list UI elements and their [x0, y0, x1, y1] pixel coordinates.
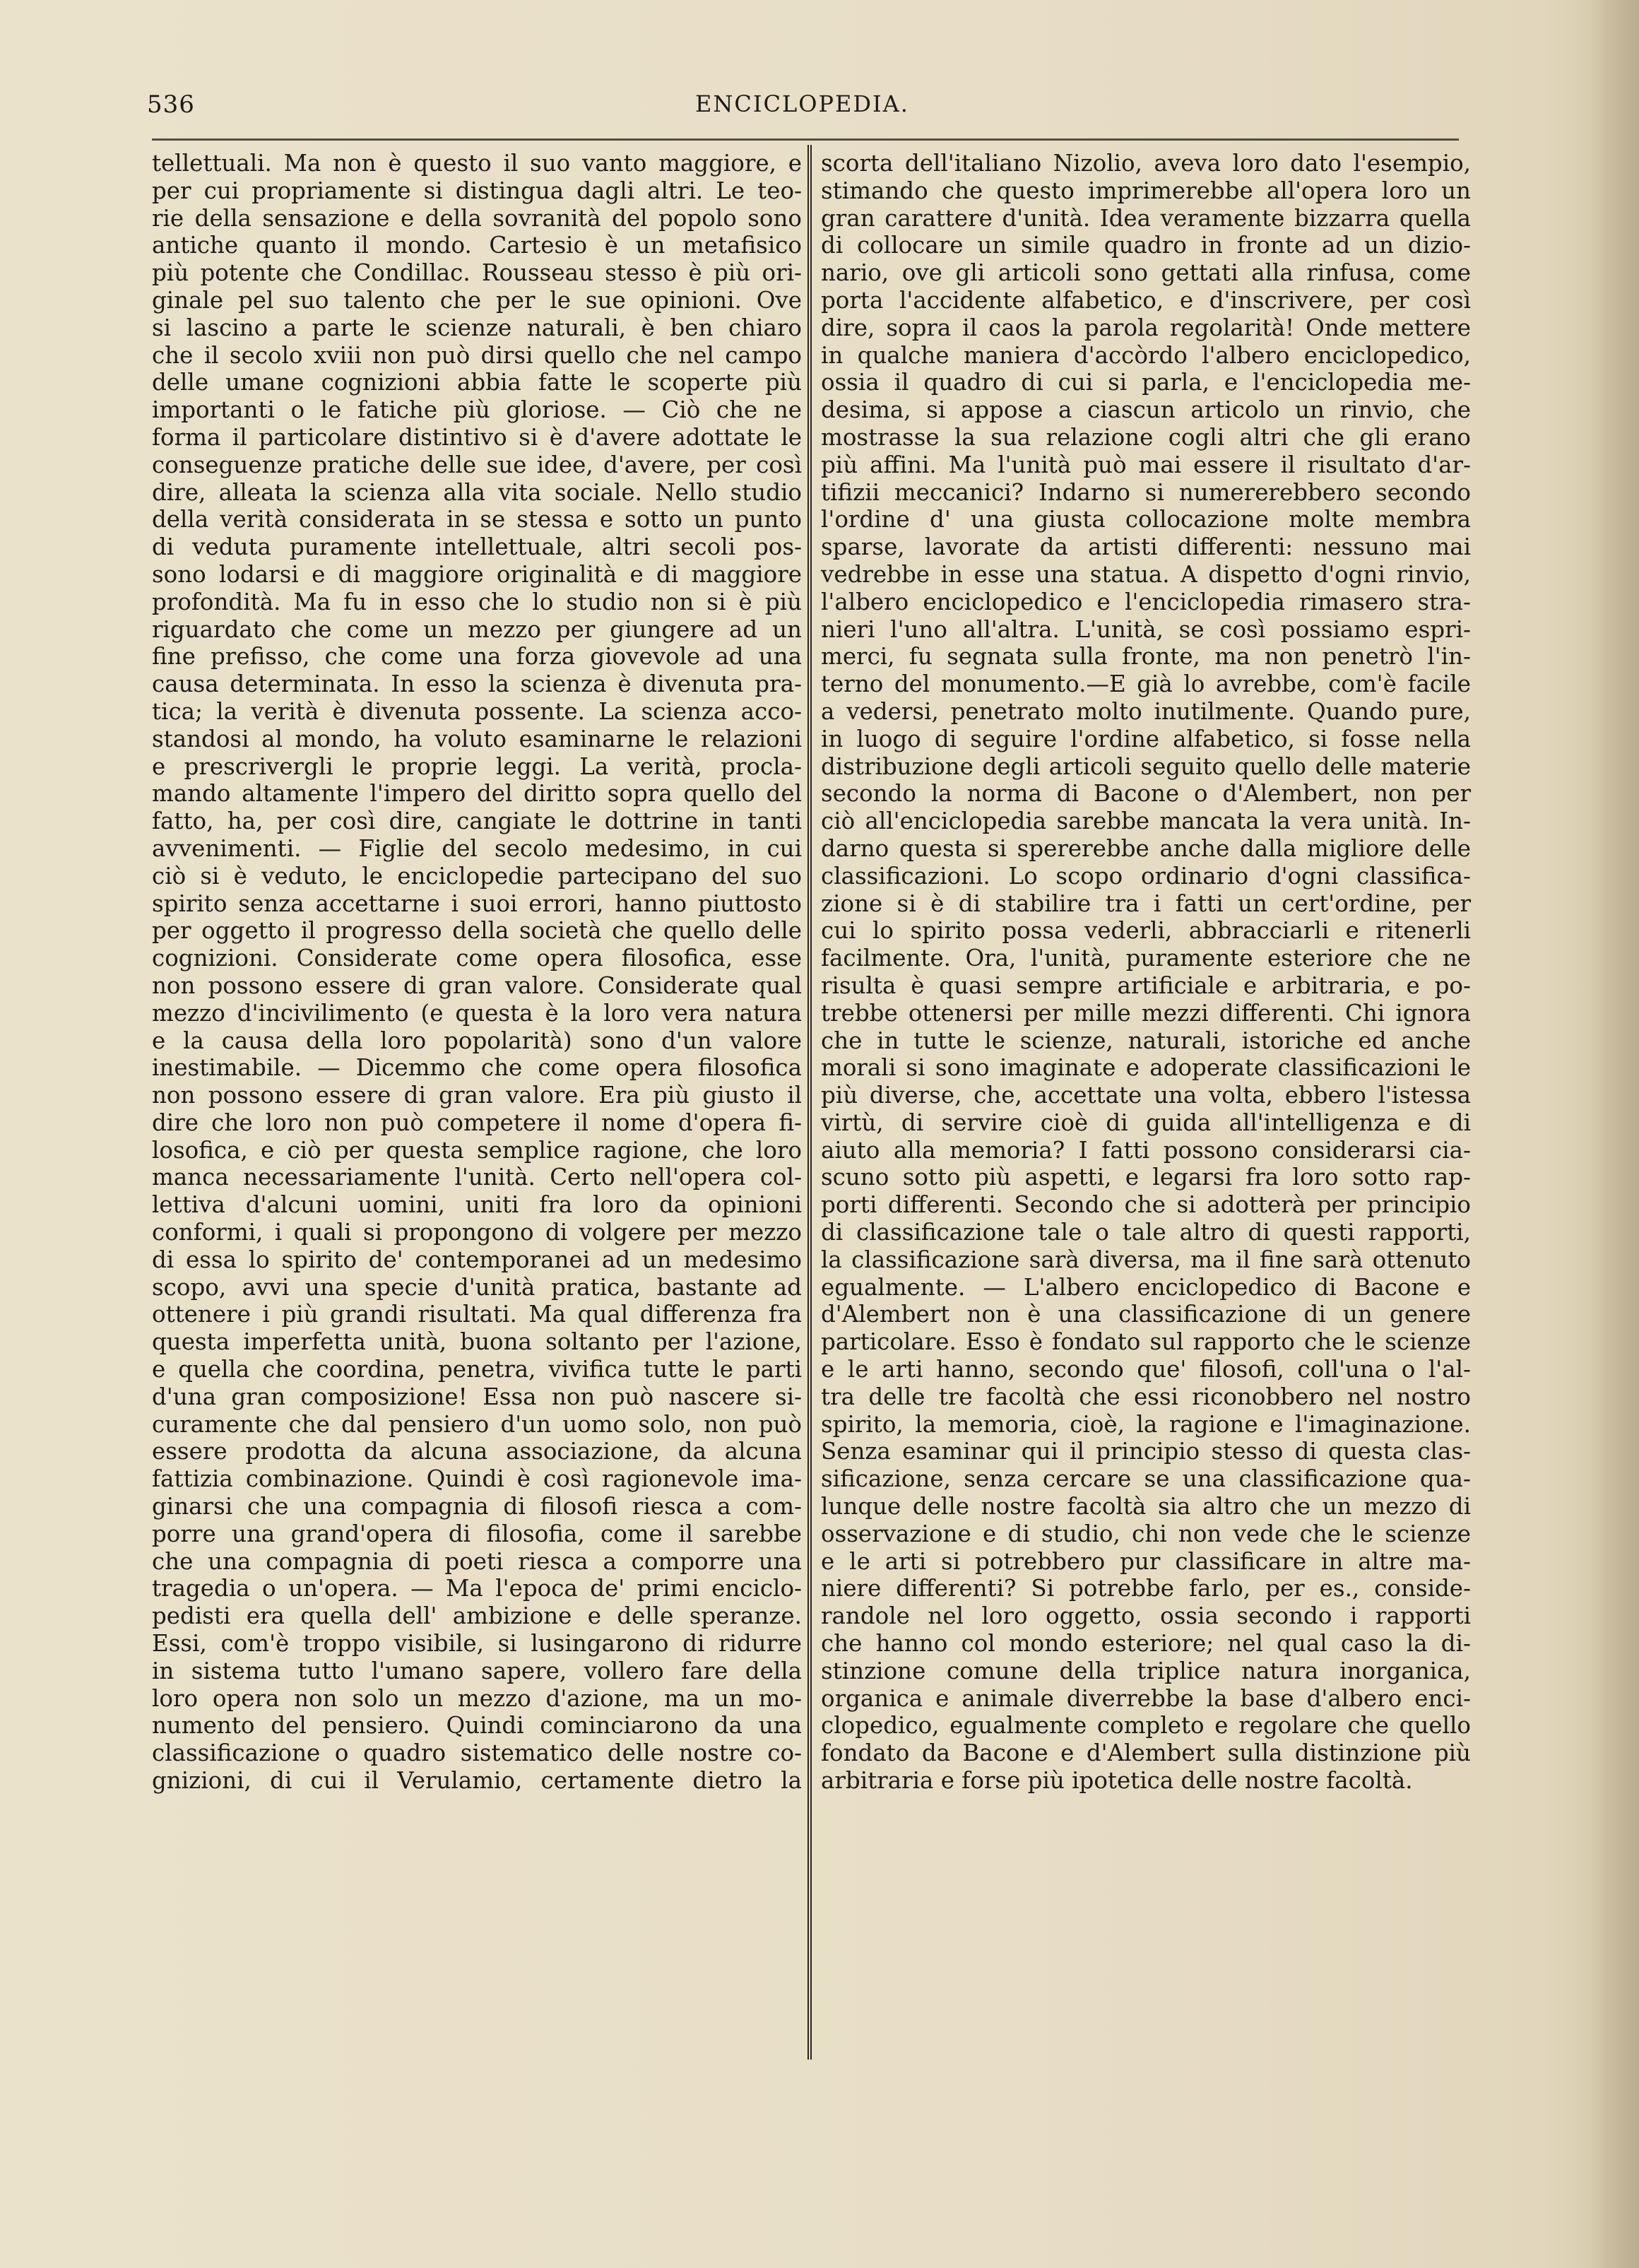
text-line: più diverse, che, accettate una volta, ebbero l'istessa — [821, 1082, 1471, 1109]
text-line: clopedico, egualmente completo e regolare che quello — [821, 1712, 1471, 1740]
text-line: per cui propriamente si distingua dagli altri. Le teo- — [152, 177, 802, 204]
text-line: pedisti era quella dell' ambizione e delle speranze. — [152, 1602, 802, 1630]
text-line: in sistema tutto l'umano sapere, vollero fare della — [152, 1657, 802, 1684]
text-line: gran carattere d'unità. Idea veramente bizzarra quella — [821, 204, 1471, 232]
text-line: più affini. Ma l'unità può mai essere il risultato d'ar- — [821, 451, 1471, 478]
text-line: e la causa della loro popolarità) sono d'un valore — [152, 1027, 802, 1054]
text-line: losofica, e ciò per questa semplice ragione, che loro — [152, 1136, 802, 1164]
text-line: curamente che dal pensiero d'un uomo solo, non può — [152, 1410, 802, 1438]
text-line: importanti o le fatiche più gloriose. — Ciò che ne — [152, 396, 802, 424]
text-line: scorta dell'italiano Nizolio, aveva loro dato l'esempio, — [821, 150, 1471, 177]
text-line: porta l'accidente alfabetico, e d'inscrivere, per così — [821, 286, 1471, 314]
text-line: in luogo di seguire l'ordine alfabetico, si fosse nella — [821, 725, 1471, 752]
text-line: secondo la norma di Bacone o d'Alembert, non per — [821, 780, 1471, 808]
text-line: standosi al mondo, ha voluto esaminarne le relazioni — [152, 725, 802, 752]
text-line: terno del monumento.—E già lo avrebbe, com'è facile — [821, 671, 1471, 698]
text-line: fondato da Bacone e d'Alembert sulla distinzione più — [821, 1740, 1471, 1767]
right-column — [821, 150, 1471, 1795]
text-line: forma il particolare distintivo si è d'avere adottate le — [152, 423, 802, 451]
text-line: merci, fu segnata sulla fronte, ma non penetrò l'in- — [821, 643, 1471, 671]
text-line: distribuzione degli articoli seguito quello delle materie — [821, 752, 1471, 780]
text-line: rie della sensazione e della sovranità del popolo sono — [152, 204, 802, 232]
text-line: dire, sopra il caos la parola regolarità! Onde mettere — [821, 314, 1471, 341]
text-line: fatto, ha, per così dire, cangiate le dottrine in tanti — [152, 808, 802, 835]
text-line: egualmente. — L'albero enciclopedico di Bacone e — [821, 1273, 1471, 1301]
text-line: scopo, avvi una specie d'unità pratica, bastante ad — [152, 1273, 802, 1301]
column-divider — [807, 145, 812, 2060]
text-line: stimando che questo imprimerebbe all'opera loro un — [821, 177, 1471, 204]
text-line: Essi, com'è troppo visibile, si lusingarono di ridurre — [152, 1630, 802, 1658]
text-line: sparse, lavorate da artisti differenti: nessuno mai — [821, 533, 1471, 561]
text-line: spirito, la memoria, cioè, la ragione e l'imaginazione. — [821, 1410, 1471, 1438]
text-line: in qualche maniera d'accòrdo l'albero enciclopedico, — [821, 341, 1471, 369]
text-line: darno questa si spererebbe anche dalla migliore delle — [821, 834, 1471, 862]
text-line: classificazione o quadro sistematico delle nostre co- — [152, 1740, 802, 1767]
text-line: ottenere i più grandi risultati. Ma qual differenza fra — [152, 1301, 802, 1328]
text-line: porre una grand'opera di filosofia, come il sarebbe — [152, 1520, 802, 1547]
text-line: zione si è di stabilire tra i fatti un cert'ordine, per — [821, 890, 1471, 917]
text-line: arbitraria e forse più ipotetica delle nostre facoltà. — [821, 1767, 1413, 1795]
page-edge-shadow — [1590, 0, 1639, 2268]
text-line: tellettuali. Ma non è questo il suo vanto maggiore, e — [152, 150, 802, 177]
text-line: ciò all'enciclopedia sarebbe mancata la vera unità. In- — [821, 808, 1471, 835]
text-line: che una compagnia di poeti riesca a comporre una — [152, 1547, 802, 1575]
text-line: dire che loro non può competere il nome d'opera fi- — [152, 1109, 802, 1136]
text-line: mezzo d'incivilimento (e questa è la loro vera natura — [152, 999, 802, 1027]
text-line: nieri l'uno all'altra. L'unità, se così possiamo espri- — [821, 615, 1471, 643]
text-line: profondità. Ma fu in esso che lo studio non si è più — [152, 588, 802, 615]
left-column — [152, 150, 802, 1795]
text-line: di veduta puramente intellettuale, altri secoli pos- — [152, 533, 802, 561]
text-line: che il secolo xviii non può dirsi quello che nel campo — [152, 341, 802, 369]
text-line: sificazione, senza cercare se una classificazione qua- — [821, 1465, 1471, 1493]
text-line: ciò si è veduto, le enciclopedie partecipano del suo — [152, 862, 802, 890]
text-line: l'albero enciclopedico e l'enciclopedia rimasero stra- — [821, 588, 1471, 615]
text-line: ossia il quadro di cui si parla, e l'enciclopedia me- — [821, 369, 1471, 396]
text-line: d'Alembert non è una classificazione di un genere — [821, 1301, 1471, 1328]
text-line: randole nel loro oggetto, ossia secondo i rapporti — [821, 1602, 1471, 1630]
text-line: porti differenti. Secondo che si adotterà per principio — [821, 1191, 1471, 1219]
text-line: causa determinata. In esso la scienza è divenuta pra- — [152, 671, 802, 698]
text-line: per oggetto il progresso della società che quello delle — [152, 917, 802, 945]
text-line: questa imperfetta unità, buona soltanto per l'azione, — [152, 1328, 802, 1356]
text-line: di essa lo spirito de' contemporanei ad un medesimo — [152, 1246, 802, 1273]
text-line: morali si sono imaginate e adoperate classificazioni le — [821, 1054, 1471, 1082]
text-line: non possono essere di gran valore. Considerate qual — [152, 971, 802, 999]
text-line: tragedia o un'opera. — Ma l'epoca de' primi enciclo- — [152, 1575, 802, 1602]
text-line: desima, si appose a ciascun articolo un rinvio, che — [821, 396, 1471, 424]
text-line: nario, ove gli articoli sono gettati alla rinfusa, come — [821, 259, 1471, 287]
text-line: non possono essere di gran valore. Era più giusto il — [152, 1082, 802, 1109]
page-number: 536 — [147, 90, 195, 119]
text-line: particolare. Esso è fondato sul rapporto che le scienze — [821, 1328, 1471, 1356]
text-line: inestimabile. — Dicemmo che come opera filosofica — [152, 1054, 802, 1082]
text-line: Senza esaminar qui il principio stesso di questa clas- — [821, 1438, 1471, 1465]
text-line: della verità considerata in se stessa e sotto un punto — [152, 506, 802, 533]
text-line: conseguenze pratiche delle sue idee, d'avere, per così — [152, 451, 802, 478]
text-line: si lascino a parte le scienze naturali, è ben chiaro — [152, 314, 802, 341]
text-line: e le arti hanno, secondo que' filosofi, coll'una o l'al- — [821, 1356, 1471, 1383]
text-line: mando altamente l'impero del diritto sopra quello del — [152, 780, 802, 808]
text-line: e prescrivergli le proprie leggi. La verità, procla- — [152, 752, 802, 780]
text-line: avvenimenti. — Figlie del secolo medesimo, in cui — [152, 834, 802, 862]
text-line: organica e animale diverrebbe la base d'albero enci- — [821, 1684, 1471, 1712]
text-line: loro opera non solo un mezzo d'azione, ma un mo- — [152, 1684, 802, 1712]
text-line: di classificazione tale o tale altro di questi rapporti, — [821, 1219, 1471, 1246]
text-line: fine prefisso, che come una forza giovevole ad una — [152, 643, 802, 671]
text-line: facilmente. Ora, l'unità, puramente esteriore che ne — [821, 945, 1471, 972]
text-line: lunque delle nostre facoltà sia altro che un mezzo di — [821, 1493, 1471, 1520]
text-line: conformi, i quali si propongono di volgere per mezzo — [152, 1219, 802, 1246]
text-line: ginale pel suo talento che per le sue opinioni. Ove — [152, 286, 802, 314]
text-line: ginarsi che una compagnia di filosofi riesca a com- — [152, 1493, 802, 1520]
text-line: dire, alleata la scienza alla vita sociale. Nello studio — [152, 478, 802, 506]
text-line: scuno sotto più aspetti, e legarsi fra loro sotto rap- — [821, 1164, 1471, 1191]
text-line: niere differenti? Si potrebbe farlo, per es., conside- — [821, 1575, 1471, 1602]
text-line: vedrebbe in esse una statua. A dispetto d'ogni rinvio, — [821, 560, 1471, 588]
text-line: a vedersi, penetrato molto inutilmente. Quando pure, — [821, 697, 1471, 725]
text-line: trebbe ottenersi per mille mezzi differenti. Chi ignora — [821, 999, 1471, 1027]
text-line: classificazioni. Lo scopo ordinario d'ogni classifica- — [821, 862, 1471, 890]
text-line: risulta è quasi sempre artificiale e arbitraria, e po- — [821, 971, 1471, 999]
text-line: che in tutte le scienze, naturali, istoriche ed anche — [821, 1027, 1471, 1054]
header-rule — [152, 138, 1459, 141]
text-line: più potente che Condillac. Rousseau stesso è più ori- — [152, 259, 802, 287]
text-line: tifizii meccanici? Indarno si numererebbero secondo — [821, 478, 1471, 506]
text-line: delle umane cognizioni abbia fatte le scoperte più — [152, 369, 802, 396]
text-line: tra delle tre facoltà che essi riconobbero nel nostro — [821, 1383, 1471, 1410]
text-line: che hanno col mondo esteriore; nel qual caso la di- — [821, 1630, 1471, 1658]
text-line: antiche quanto il mondo. Cartesio è un metafisico — [152, 232, 802, 259]
text-line: l'ordine d' una giusta collocazione molte membra — [821, 506, 1471, 533]
running-title: ENCICLOPEDIA. — [695, 90, 909, 117]
text-line: tica; la verità è divenuta possente. La scienza acco- — [152, 697, 802, 725]
text-line: cognizioni. Considerate come opera filosofica, esse — [152, 945, 802, 972]
text-line: riguardato che come un mezzo per giungere ad un — [152, 615, 802, 643]
text-line: spirito senza accettarne i suoi errori, hanno piuttosto — [152, 890, 802, 917]
text-line: e le arti si potrebbero pur classificare in altre ma- — [821, 1547, 1471, 1575]
text-line: stinzione comune della triplice natura inorganica, — [821, 1657, 1471, 1684]
text-line: virtù, di servire cioè di guida all'intelligenza e di — [821, 1109, 1471, 1136]
text-line: fattizia combinazione. Quindi è così ragionevole ima- — [152, 1465, 802, 1493]
text-line: di collocare un simile quadro in fronte ad un dizio- — [821, 232, 1471, 259]
text-line: aiuto alla memoria? I fatti possono considerarsi cia- — [821, 1136, 1471, 1164]
text-line: e quella che coordina, penetra, vivifica tutte le parti — [152, 1356, 802, 1383]
text-line: osservazione e di studio, chi non vede che le scienze — [821, 1520, 1471, 1547]
text-line: lettiva d'alcuni uomini, uniti fra loro da opinioni — [152, 1191, 802, 1219]
text-line: numento del pensiero. Quindi cominciarono da una — [152, 1712, 802, 1740]
text-line: la classificazione sarà diversa, ma il fine sarà ottenuto — [821, 1246, 1471, 1273]
text-line: mostrasse la sua relazione cogli altri che gli erano — [821, 423, 1471, 451]
page-header — [147, 90, 1457, 126]
text-line: essere prodotta da alcuna associazione, da alcuna — [152, 1438, 802, 1465]
text-line: gnizioni, di cui il Verulamio, certamente dietro la — [152, 1767, 802, 1795]
text-line: d'una gran composizione! Essa non può nascere si- — [152, 1383, 802, 1410]
text-line: sono lodarsi e di maggiore originalità e di maggiore — [152, 560, 802, 588]
text-line: cui lo spirito possa vederli, abbracciarli e ritenerli — [821, 917, 1471, 945]
text-line: manca necessariamente l'unità. Certo nell'opera col- — [152, 1164, 802, 1191]
